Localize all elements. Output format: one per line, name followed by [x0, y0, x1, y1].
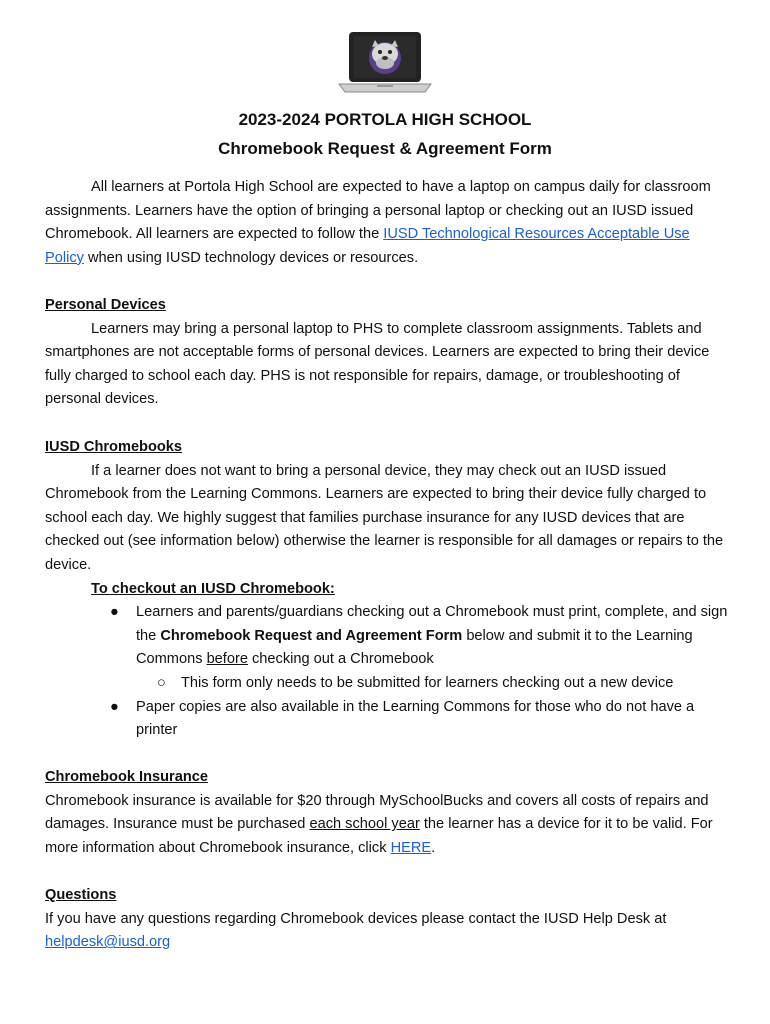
personal-devices-section [45, 294, 730, 412]
intro-paragraph: All learners at Portola High School are expected to have a laptop on campus daily for classroom assignments. Learners have the option of bringing a personal laptop or checking out an IUSD issued Chromebook. All learners are expected to follow the IUSD Technological Resources Acceptable Use Policy when using IUSD technology devices or resources. [45, 179, 711, 266]
helpdesk-email-link[interactable]: helpdesk@iusd.org [45, 934, 171, 951]
bullet-icon: ● [110, 698, 119, 715]
insurance-heading: Chromebook Insurance [45, 769, 208, 785]
iusd-chromebooks-heading: IUSD Chromebooks [45, 439, 183, 455]
list-item: ● Paper copies are also available in the Learning Commons for those who do not have a printer [136, 696, 730, 743]
page-title: 2023-2024 PORTOLA HIGH SCHOOL [238, 110, 532, 129]
insurance-section [45, 766, 730, 860]
acceptable-use-policy-link[interactable]: IUSD Technological Resources Acceptable Use Policy [45, 226, 690, 266]
circle-bullet-icon: ○ [157, 674, 166, 691]
bullet-icon: ● [110, 604, 119, 621]
list-item: ● Learners and parents/guardians checking out a Chromebook must print, complete, and sign the Chromebook Request and Agreement Form below and submit it to the Learning Commons before checking out a Chromebook [136, 601, 730, 672]
iusd-chromebooks-section [45, 436, 730, 743]
checkout-heading: To checkout an IUSD Chromebook: [91, 580, 335, 597]
personal-devices-body: Learners may bring a personal laptop to PHS to complete classroom assignments. Tablets and smartphones are not acceptable forms of personal devices. Learners are expected to bring their device fully charged to school each day. PHS is not responsible for repairs, damage, or troubleshooting of personal devices. [45, 320, 710, 408]
questions-section [45, 884, 730, 955]
form-title: Chromebook Request & Agreement Form [218, 139, 552, 158]
questions-heading: Questions [45, 887, 117, 903]
list-item: ○ This form only needs to be submitted for learners checking out a new device [181, 672, 730, 696]
insurance-body: Chromebook insurance is available for $20 through MySchoolBucks and covers all costs of repairs and damages. Insurance must be purchased each school year the learner has a device for it to be valid. For more information about Chromebook insurance, click HERE. [45, 792, 713, 856]
iusd-chromebooks-body: If a learner does not want to bring a personal device, they may check out an IUSD issued Chromebook from the Learning Commons. Learners are expected to bring their device fully charged to school each day. We highly suggest that families purchase insurance for any IUSD devices that are checked out (see information below) otherwise the learner is responsible for all damages or repairs to the device. [45, 462, 724, 573]
bulldog-laptop-logo-icon [335, 30, 435, 98]
questions-body: If you have any questions regarding Chromebook devices please contact the IUSD Help Desk at [45, 910, 667, 927]
insurance-info-link[interactable]: HERE [390, 839, 432, 856]
personal-devices-heading: Personal Devices [45, 297, 166, 313]
checkout-list [45, 601, 730, 743]
